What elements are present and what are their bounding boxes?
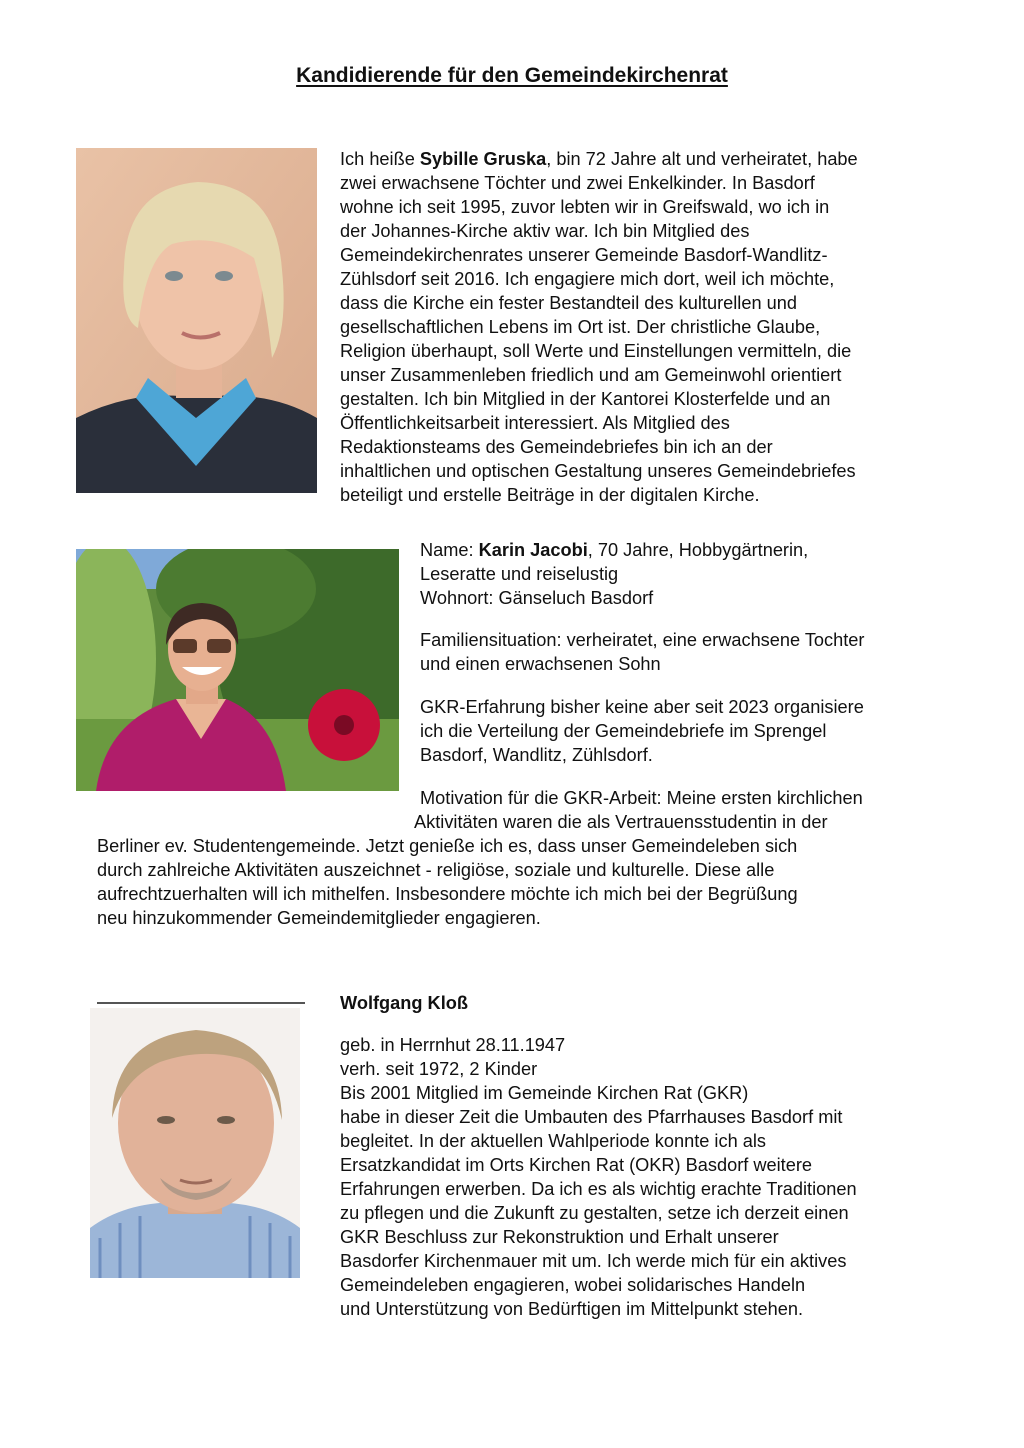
candidate-1-text-line: der Johannes-Kirche aktiv war. Ich bin Mitglied des <box>340 221 750 241</box>
candidate-3-text-line: habe in dieser Zeit die Umbauten des Pfarrhauses Basdorf mit <box>340 1107 843 1127</box>
candidate-2-text-line: Familiensituation: verheiratet, eine erwachsene Tochter <box>420 630 865 650</box>
candidate-2-name-line: Name: Karin Jacobi, 70 Jahre, Hobbygärtnerin, <box>420 540 809 560</box>
candidate-1-text-line: gestalten. Ich bin Mitglied in der Kantorei Klosterfelde und an <box>340 389 831 409</box>
candidate-3-text-line: zu pflegen und die Zukunft zu gestalten, setze ich derzeit einen <box>340 1203 849 1223</box>
candidate-3-name: Wolfgang Kloß <box>340 993 468 1013</box>
candidate-2-text-line: Leseratte und reiselustig <box>420 564 619 584</box>
candidate-2-name: Karin Jacobi <box>478 540 588 560</box>
candidate-1-text-line: Öffentlichkeitsarbeit interessiert. Als Mitglied des <box>340 413 730 433</box>
candidate-2-text-line: aufrechtzuerhalten will ich mithelfen. Insbesondere möchte ich mich bei der Begrüßung <box>97 884 798 904</box>
candidate-1-text-line: wohne ich seit 1995, zuvor lebten wir in Greifswald, wo ich in <box>340 197 830 217</box>
candidate-1-text-line: gesellschaftlichen Lebens im Ort ist. Der christliche Glaube, <box>340 317 821 337</box>
photo-divider-line <box>97 1002 305 1004</box>
candidate-2-text-line: Aktivitäten waren die als Vertrauensstudentin in der <box>414 812 828 832</box>
candidate-2-text-line: ich die Verteilung der Gemeindebriefe im Sprengel <box>420 721 827 741</box>
candidate-1-text-line: zwei erwachsene Töchter und zwei Enkelkinder. In Basdorf <box>340 173 815 193</box>
candidate-3-text-line: Ersatzkandidat im Orts Kirchen Rat (OKR) Basdorf weitere <box>340 1155 813 1175</box>
candidate-1-intro: Ich heiße Sybille Gruska, bin 72 Jahre alt und verheiratet, habe <box>340 149 858 169</box>
candidate-3-text-line: Erfahrungen erwerben. Da ich es als wichtig erachte Traditionen <box>340 1179 857 1199</box>
candidate-3-text-line: Bis 2001 Mitglied im Gemeinde Kirchen Rat (GKR) <box>340 1083 749 1103</box>
candidate-2-text-line: Motivation für die GKR-Arbeit: Meine ersten kirchlichen <box>420 788 863 808</box>
candidate-3-text-line: begleitet. In der aktuellen Wahlperiode konnte ich als <box>340 1131 766 1151</box>
candidate-2-text-line: und einen erwachsenen Sohn <box>420 654 661 674</box>
candidate-1-text-line: Religion überhaupt, soll Werte und Einstellungen vermitteln, die <box>340 341 852 361</box>
candidate-2-text-line: Basdorf, Wandlitz, Zühlsdorf. <box>420 745 653 765</box>
candidate-1-text-line: Gemeindekirchenrates unserer Gemeinde Basdorf-Wandlitz- <box>340 245 828 265</box>
candidate-3-text-line: Gemeindeleben engagieren, wobei solidarisches Handeln <box>340 1275 806 1295</box>
candidate-2-text-line: GKR-Erfahrung bisher keine aber seit 2023 organisiere <box>420 697 864 717</box>
portrait-photo-karin-jacobi <box>76 549 399 791</box>
candidate-2-text-line: Berliner ev. Studentengemeinde. Jetzt genieße ich es, dass unser Gemeindeleben sich <box>97 836 798 856</box>
candidate-2-text-line: Wohnort: Gänseluch Basdorf <box>420 588 654 608</box>
candidate-1-text-line: inhaltlichen und optischen Gestaltung unseres Gemeindebriefes <box>340 461 856 481</box>
candidate-1-text-line: unser Zusammenleben friedlich und am Gemeinwohl orientiert <box>340 365 842 385</box>
candidate-2-text-line: durch zahlreiche Aktivitäten auszeichnet - religiöse, soziale und kulturelle. Diese alle <box>97 860 775 880</box>
candidate-1-text-line: beteiligt und erstelle Beiträge in der digitalen Kirche. <box>340 485 760 505</box>
candidate-1-text-line: Redaktionsteams des Gemeindebriefes bin ich an der <box>340 437 773 457</box>
candidate-2-text-line: neu hinzukommender Gemeindemitglieder engagieren. <box>97 908 541 928</box>
candidate-1-name: Sybille Gruska <box>419 149 547 169</box>
candidate-3-text-line: und Unterstützung von Bedürftigen im Mittelpunkt stehen. <box>340 1299 804 1319</box>
candidate-3-text-line: geb. in Herrnhut 28.11.1947 <box>340 1035 566 1055</box>
page-title: Kandidierende für den Gemeindekirchenrat <box>296 64 728 87</box>
candidate-3-text-line: Basdorfer Kirchenmauer mit um. Ich werde mich für ein aktives <box>340 1251 847 1271</box>
portrait-photo-sybille-gruska <box>76 148 317 493</box>
portrait-photo-wolfgang-kloss <box>90 1008 300 1278</box>
candidate-3-text-line: GKR Beschluss zur Rekonstruktion und Erhalt unserer <box>340 1227 779 1247</box>
candidate-3-text-line: verh. seit 1972, 2 Kinder <box>340 1059 538 1079</box>
candidate-1-text-line: dass die Kirche ein fester Bestandteil des kulturellen und <box>340 293 797 313</box>
candidate-1-text-line: Zühlsdorf seit 2016. Ich engagiere mich dort, weil ich möchte, <box>340 269 835 289</box>
